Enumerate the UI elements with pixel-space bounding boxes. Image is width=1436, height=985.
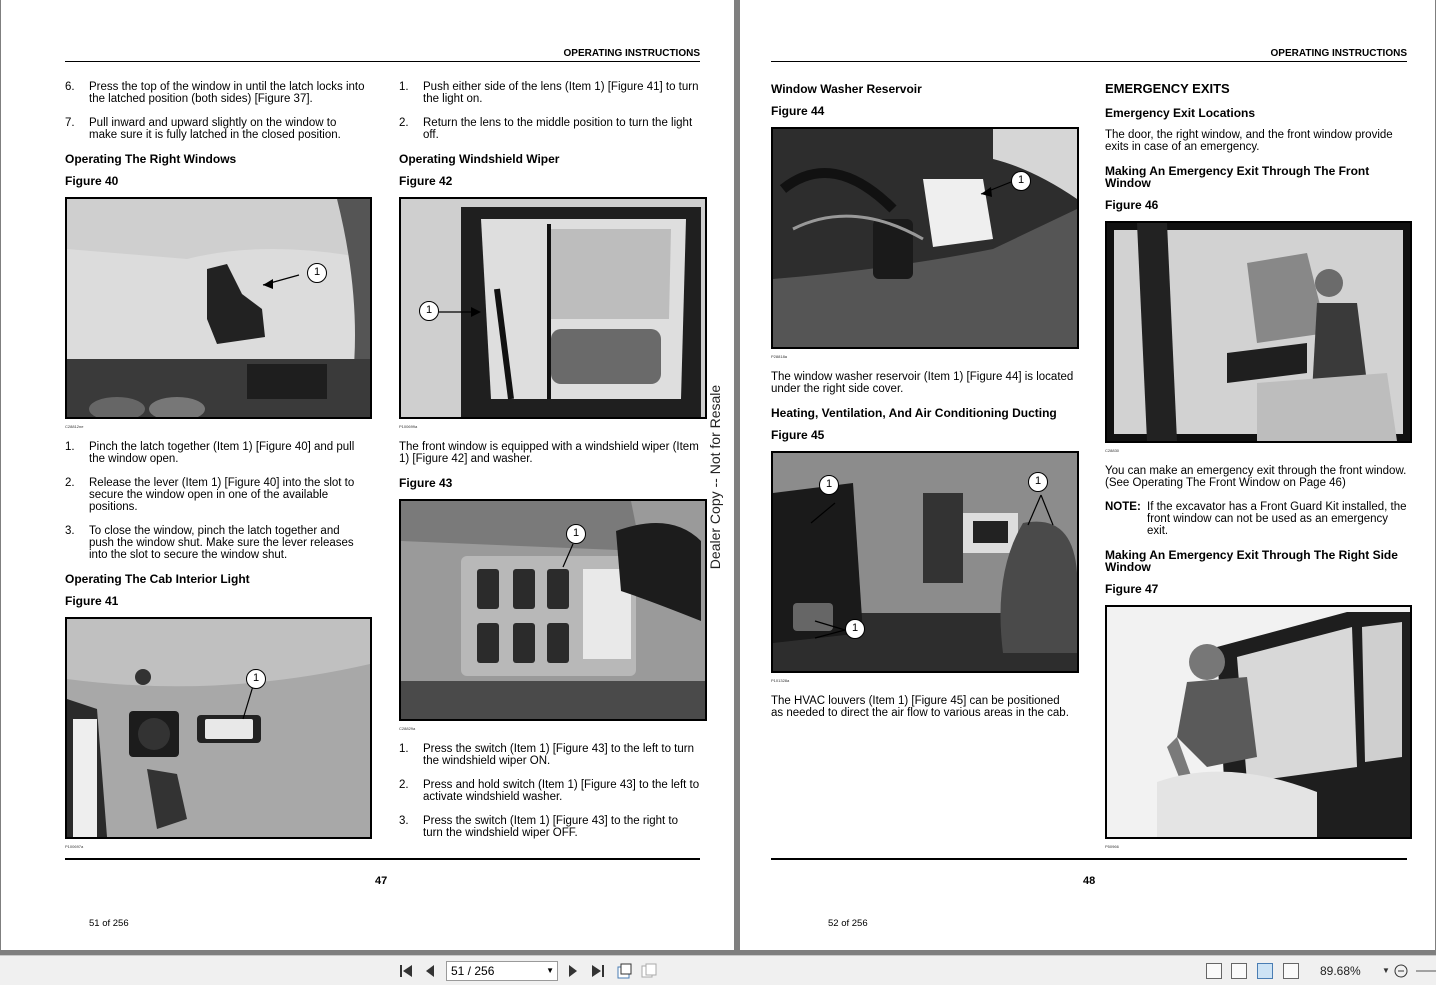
zoom-slider[interactable] xyxy=(1414,962,1436,980)
steps-list-a xyxy=(399,81,701,141)
figure-41-image xyxy=(65,617,372,839)
figure-label: Figure 42 xyxy=(399,174,453,188)
rotate-page-icon[interactable] xyxy=(615,962,633,980)
header-rule xyxy=(771,61,1407,62)
figure-label: Figure 46 xyxy=(1105,198,1159,212)
body-paragraph: The door, the right window, and the front window provide exits in case of an emergency. xyxy=(1105,129,1393,153)
switch-panel-photo xyxy=(401,501,705,719)
zoom-dropdown-icon[interactable]: ▼ xyxy=(1382,966,1390,975)
header-rule xyxy=(65,61,700,62)
callout-marker: 1 xyxy=(1028,472,1048,492)
footer-rule xyxy=(65,858,700,860)
figure-label: Figure 45 xyxy=(771,428,825,442)
section-heading: Operating The Right Windows xyxy=(65,152,237,166)
list-item: 2. Release the lever (Item 1) [Figure 40] into the slot to secure the window open in one of the available positions. xyxy=(65,477,355,513)
zoom-level[interactable]: 89.68% xyxy=(1320,964,1361,978)
section-heading: Emergency Exit Locations xyxy=(1105,106,1256,120)
callout-marker: 1 xyxy=(819,475,839,495)
body-paragraph: The window washer reservoir (Item 1) [Figure 44] is located under the right side cover. xyxy=(771,371,1074,395)
figure-label: Figure 40 xyxy=(65,174,119,188)
right-column-1 xyxy=(771,81,1075,731)
figure-code: P50966 xyxy=(1105,844,1119,849)
single-page-view-icon[interactable] xyxy=(1206,963,1222,979)
section-heading: Operating The Cab Interior Light xyxy=(65,572,250,586)
figure-label: Figure 43 xyxy=(399,476,453,490)
section-heading: EMERGENCY EXITS xyxy=(1105,81,1230,96)
page-number-field[interactable]: 51 / 256 ▼ xyxy=(446,961,558,981)
figure-code: C28812ne xyxy=(65,424,84,429)
figure-45-image xyxy=(771,451,1079,673)
page-number: 47 xyxy=(375,875,388,887)
callout-marker: 1 xyxy=(307,263,327,283)
footer-rule xyxy=(771,858,1407,860)
running-header: OPERATING INSTRUCTIONS xyxy=(563,48,700,59)
figure-code: P28818a xyxy=(771,354,788,359)
two-page-view-icon[interactable] xyxy=(1257,963,1273,979)
figure-label: Figure 41 xyxy=(65,594,119,608)
note-text: If the excavator has a Front Guard Kit installed, the front window can not be used as an emergency exit. xyxy=(1147,501,1407,537)
note-block xyxy=(1105,501,1409,537)
figure-43-image xyxy=(399,499,707,721)
figure-code: P100697a xyxy=(65,844,84,849)
section-heading: Window Washer Reservoir xyxy=(771,82,922,96)
page-number: 48 xyxy=(1083,875,1096,887)
list-item: 3. To close the window, pinch the latch together and push the window shut. Make sure the lever releases into the slot to secure the window shut. xyxy=(65,525,354,561)
note-label: NOTE: xyxy=(1105,501,1141,513)
last-page-icon[interactable] xyxy=(589,962,607,980)
cab-windshield-photo xyxy=(401,199,705,417)
running-header: OPERATING INSTRUCTIONS xyxy=(1270,48,1407,59)
cab-light-photo xyxy=(67,619,370,837)
first-page-icon[interactable] xyxy=(397,962,415,980)
list-item: 2. Press and hold switch (Item 1) [Figure 43] to the left to activate windshield washer. xyxy=(399,779,700,803)
watermark: Dealer Copy -- Not for Resale xyxy=(707,384,723,570)
page-of-label: 51 of 256 xyxy=(89,918,129,929)
figure-code: C28829a xyxy=(399,726,416,731)
callout-marker: 1 xyxy=(845,619,865,639)
list-item: 1. Push either side of the lens (Item 1) [Figure 41] to turn the light on. xyxy=(399,81,699,105)
two-page-continuous-view-icon[interactable] xyxy=(1283,963,1299,979)
callout-marker: 1 xyxy=(246,669,266,689)
section-heading: Heating, Ventilation, And Air Conditioning Ducting xyxy=(771,406,1057,420)
figure-44-image xyxy=(771,127,1079,349)
callout-marker: 1 xyxy=(419,301,439,321)
section-heading: Making An Emergency Exit Through The Right Side Window xyxy=(1105,548,1398,574)
left-column-2 xyxy=(399,81,701,851)
page-of-label: 52 of 256 xyxy=(828,918,868,929)
figure-47-image xyxy=(1105,605,1412,839)
steps-list-a xyxy=(65,81,367,141)
chevron-down-icon[interactable]: ▼ xyxy=(546,966,554,975)
list-item: 3. Press the switch (Item 1) [Figure 43] to the right to turn the windshield wiper OFF. xyxy=(399,815,679,839)
figure-label: Figure 44 xyxy=(771,104,825,118)
section-heading: Operating Windshield Wiper xyxy=(399,152,560,166)
steps-list-b xyxy=(399,743,701,839)
list-item: 1. Press the switch (Item 1) [Figure 43] to the left to turn the windshield wiper ON. xyxy=(399,743,695,767)
left-column-1 xyxy=(65,81,367,861)
figure-42-image xyxy=(399,197,707,419)
section-heading: Making An Emergency Exit Through The Front Window xyxy=(1105,164,1370,190)
steps-list-b xyxy=(65,441,367,561)
viewer-toolbar xyxy=(0,955,1436,985)
continuous-view-icon[interactable] xyxy=(1231,963,1247,979)
figure-code: P100699a xyxy=(399,424,418,429)
right-window-exit-photo xyxy=(1107,607,1410,837)
left-page xyxy=(1,0,734,950)
washer-reservoir-photo xyxy=(773,129,1077,347)
body-paragraph: The front window is equipped with a windshield wiper (Item 1) [Figure 42] and washer. xyxy=(399,441,699,465)
front-window-exit-photo xyxy=(1107,223,1410,441)
list-item: 6. Press the top of the window in until the latch locks into the latched position (both sides) [Figure 37]. xyxy=(65,81,365,105)
body-paragraph: You can make an emergency exit through the front window. (See Operating The Front Window on Page 46) xyxy=(1105,465,1407,489)
callout-marker: 1 xyxy=(566,524,586,544)
figure-code: P101328a xyxy=(771,678,790,683)
figure-40-image xyxy=(65,197,372,419)
copy-page-icon[interactable] xyxy=(640,962,658,980)
latch-photo xyxy=(67,199,370,417)
right-page xyxy=(740,0,1435,950)
list-item: 1. Pinch the latch together (Item 1) [Figure 40] and pull the window open. xyxy=(65,441,355,465)
figure-label: Figure 47 xyxy=(1105,582,1159,596)
list-item: 2. Return the lens to the middle position to turn the light off. xyxy=(399,117,693,141)
figure-46-image xyxy=(1105,221,1412,443)
body-paragraph: The HVAC louvers (Item 1) [Figure 45] can be positioned as needed to direct the air flow to various areas in the cab. xyxy=(771,695,1069,719)
callout-marker: 1 xyxy=(1011,171,1031,191)
prev-page-icon[interactable] xyxy=(421,962,439,980)
zoom-out-icon[interactable] xyxy=(1392,962,1410,980)
next-page-icon[interactable] xyxy=(564,962,582,980)
list-item: 7. Pull inward and upward slightly on the window to make sure it is fully latched in the closed position. xyxy=(65,117,341,141)
figure-code: C28830 xyxy=(1105,448,1120,453)
right-column-2 xyxy=(1105,81,1409,861)
